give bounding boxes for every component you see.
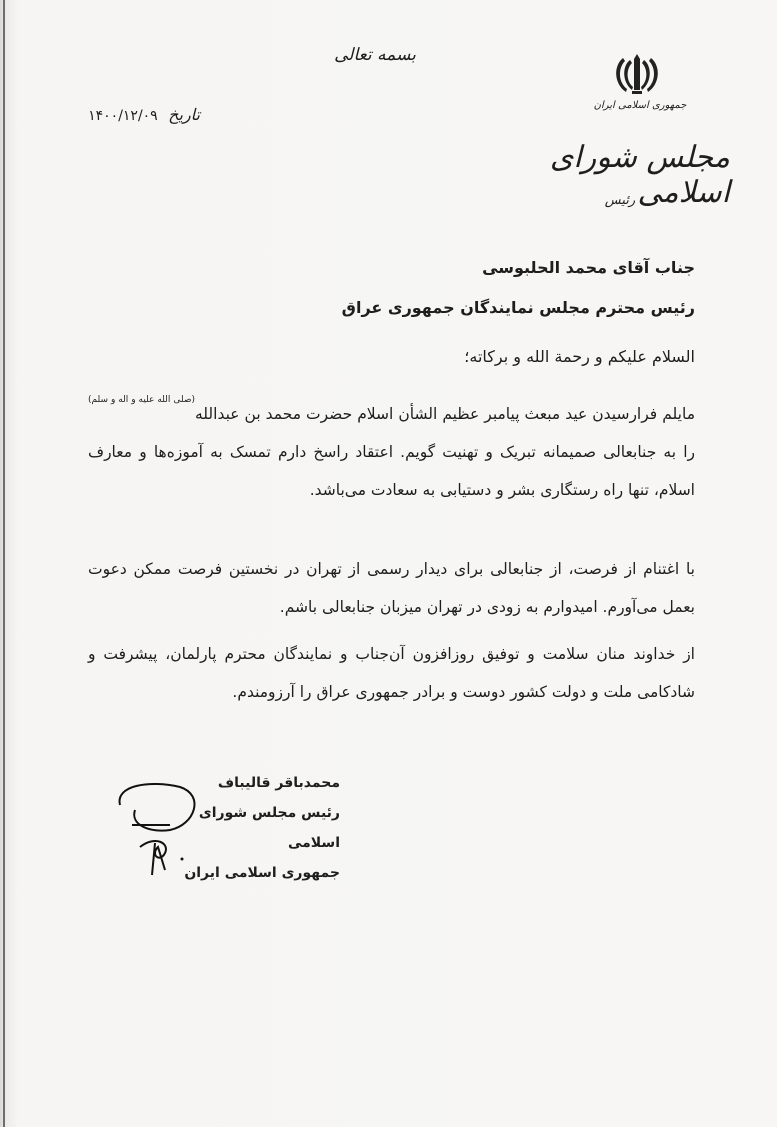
greeting: السلام علیکم و رحمة الله و برکاته؛	[464, 347, 695, 366]
letterhead-subtitle: رئیس	[604, 193, 636, 208]
paragraph-1-part-a: مایلم فرارسیدن عید مبعث پیامبر عظیم الشأن اسلام حضرت محمد بن عبدالله	[194, 405, 695, 423]
paragraph-2: با اغتنام از فرصت، از جنابعالی برای دیدار رسمی از تهران در نخستین فرصت ممکن دعوت بعمل می‌آورم. امیدوارم به زودی در تهران میزبان جنابعالی باشم.	[88, 560, 695, 616]
signatory-title: رئیس مجلس شورای اسلامی	[198, 805, 340, 851]
date-row	[60, 105, 200, 124]
basmala: بسمه تعالی	[334, 45, 416, 65]
emblem-caption: جمهوری اسلامی ایران	[593, 100, 687, 111]
date-label: تاریخ	[168, 105, 200, 124]
iran-emblem-icon	[610, 50, 664, 96]
signatory-country: جمهوری اسلامی ایران	[184, 865, 340, 881]
letterhead-title: مجلس شورای اسلامی	[549, 140, 730, 210]
paragraph-1	[88, 395, 695, 509]
paragraph-3: از خداوند منان سلامت و توفیق روزافزون آن‌جناب و نمایندگان محترم پارلمان، پیشرفت و شادکامی ملت و دولت کشور دوست و برادر جمهوری عراق را آرزومندم.	[88, 645, 695, 701]
addressee-role: رئیس محترم مجلس نمایندگان جمهوری عراق	[341, 298, 695, 317]
date-value: ۱۴۰۰/۱۲/۰۹	[88, 108, 158, 124]
honorific: (صلی الله علیه و اله و سلم)	[88, 395, 195, 405]
addressee-name: جناب آقای محمد الحلبوسی	[482, 258, 695, 277]
paragraph-1-part-b: را به جنابعالی صمیمانه تبریک و تهنیت گویم. اعتقاد راسخ دارم تمسک به آموزه‌ها و معارف اسلام، تنها راه رستگاری بشر و دستیابی به سعادت می‌باشد.	[88, 443, 695, 499]
signatory-name: محمدباقر قالیباف	[217, 775, 340, 791]
signature-block	[180, 768, 340, 888]
paper-edge	[3, 0, 5, 1127]
